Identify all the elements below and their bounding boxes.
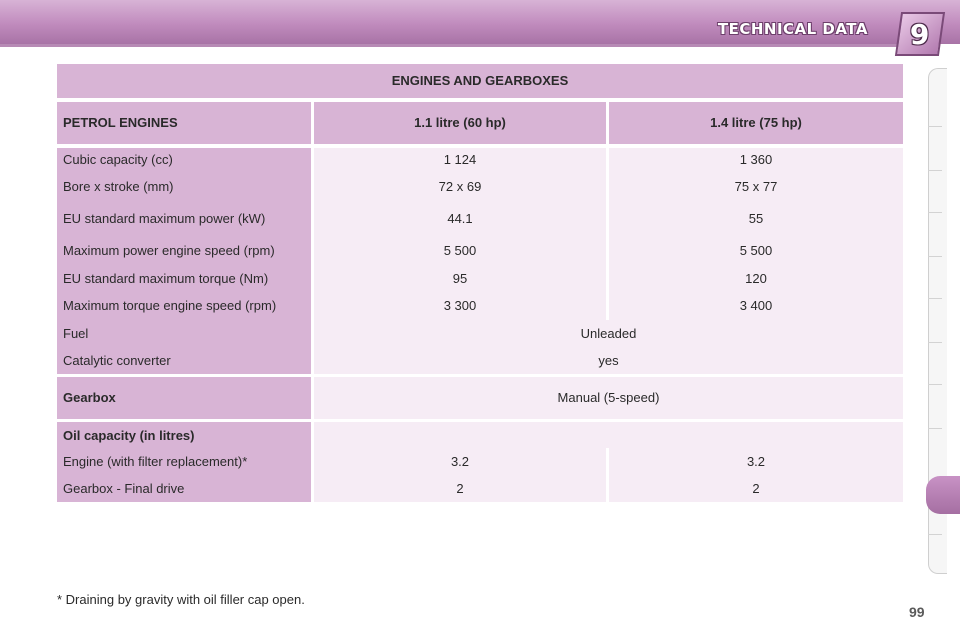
row-label: Bore x stroke (mm) [63, 179, 174, 194]
chapter-tab-active[interactable] [926, 476, 960, 514]
row-value-2: 3 400 [739, 298, 773, 313]
chapter-tab-divider [928, 428, 942, 429]
gearbox-label: Gearbox [57, 377, 311, 419]
oil-engine-value-2: 3.2 [746, 454, 766, 469]
row-value-2: 75 x 77 [734, 179, 778, 194]
chapter-number: 9 [910, 17, 930, 51]
col-header-1: 1.1 litre (60 hp) [314, 102, 606, 144]
row-label: EU standard maximum torque (Nm) [63, 271, 269, 286]
oil-gearbox-label: Gearbox - Final drive [63, 481, 185, 496]
chapter-tab-divider [928, 170, 942, 171]
catalytic-value: yes [598, 353, 619, 368]
gearbox-value: Manual (5-speed) [314, 377, 903, 419]
col-header-label: PETROL ENGINES [57, 102, 311, 144]
row-label: EU standard maximum power (kW) [63, 211, 266, 226]
spec-value-bg-1 [314, 148, 606, 320]
row-label: Maximum power engine speed (rpm) [63, 243, 275, 258]
row-value-1: 95 [452, 271, 468, 286]
row-value-2: 55 [748, 211, 764, 226]
row-value-1: 3 300 [443, 298, 477, 313]
catalytic-label: Catalytic converter [63, 353, 171, 368]
chapter-tab-divider [928, 384, 942, 385]
oil-gearbox-value-1: 2 [456, 481, 464, 496]
spec-value-bg-2 [609, 148, 903, 320]
header-divider [0, 44, 900, 47]
fuel-label: Fuel [63, 326, 89, 341]
page-title: TECHNICAL DATA [717, 20, 868, 38]
chapter-tab-divider [928, 342, 942, 343]
row-value-1: 72 x 69 [438, 179, 482, 194]
col-header-2: 1.4 litre (75 hp) [609, 102, 903, 144]
oil-capacity-label: Oil capacity (in litres) [63, 428, 195, 443]
table-title: ENGINES AND GEARBOXES [57, 64, 903, 98]
row-value-1: 5 500 [443, 243, 477, 258]
oil-gearbox-value-2: 2 [752, 481, 760, 496]
chapter-tab-divider [928, 298, 942, 299]
chapter-tab-divider [928, 126, 942, 127]
page-number: 99 [909, 604, 925, 620]
row-label: Cubic capacity (cc) [63, 152, 173, 167]
oil-engine-value-1: 3.2 [450, 454, 470, 469]
chapter-tab-divider [928, 212, 942, 213]
chapter-badge [895, 12, 945, 56]
footnote: * Draining by gravity with oil filler cap open. [57, 592, 305, 607]
row-value-2: 120 [745, 271, 767, 286]
chapter-tab-divider [928, 534, 942, 535]
row-value-1: 44.1 [447, 211, 473, 226]
oil-header-bg [314, 422, 903, 448]
fuel-value: Unleaded [580, 326, 637, 341]
row-value-2: 5 500 [739, 243, 773, 258]
row-label: Maximum torque engine speed (rpm) [63, 298, 277, 313]
chapter-tab-divider [928, 256, 942, 257]
row-value-1: 1 124 [443, 152, 477, 167]
row-value-2: 1 360 [739, 152, 773, 167]
oil-engine-label: Engine (with filter replacement)* [63, 454, 248, 469]
